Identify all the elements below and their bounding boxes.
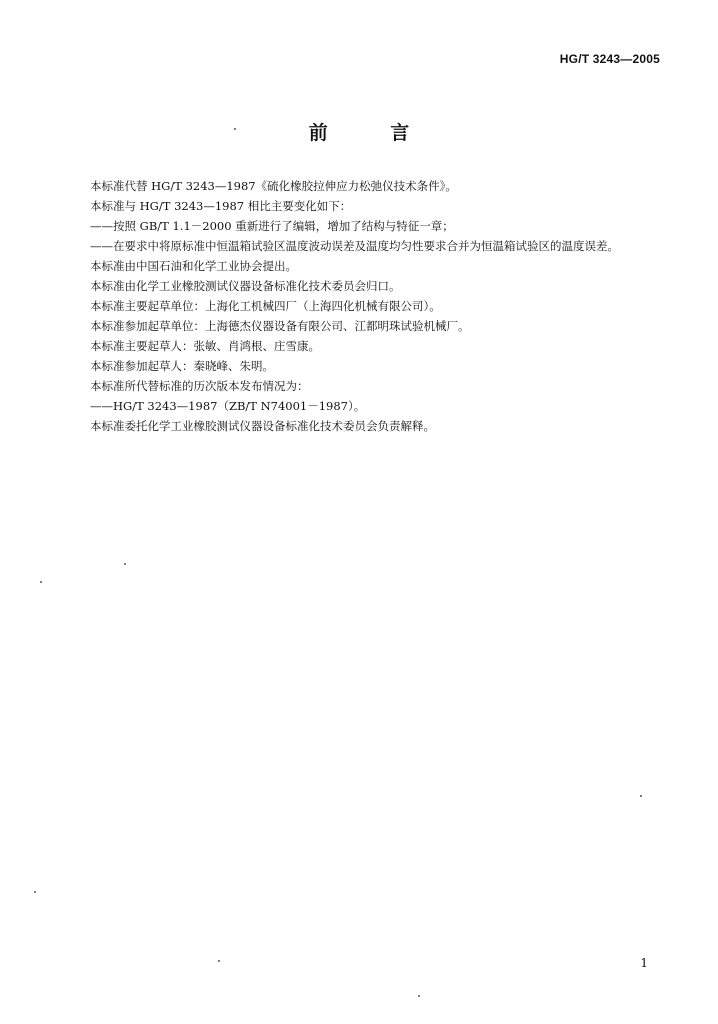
paragraph-participating-units: 本标准参加起草单位：上海德杰仪器设备有限公司、江都明珠试验机械厂。	[90, 319, 470, 333]
standard-number: HG/T 3243—2005	[559, 52, 660, 66]
scan-speck	[234, 128, 236, 130]
paragraph-main-drafting-unit: 本标准主要起草单位：上海化工机械四厂（上海四化机械有限公司）。	[90, 299, 441, 313]
paragraph-replaces-standard: 本标准代替 HG/T 3243—1987《硫化橡胶拉伸应力松弛仪技术条件》。	[90, 179, 457, 193]
scan-speck	[40, 581, 42, 583]
scan-speck	[34, 891, 36, 893]
scan-speck	[418, 995, 420, 997]
paragraph-previous-edition-item: ——HG/T 3243—1987（ZB/T N74001－1987）。	[90, 399, 366, 413]
paragraph-previous-editions-intro: 本标准所代替标准的历次版本发布情况为：	[90, 379, 309, 393]
scan-speck	[640, 795, 642, 797]
paragraph-main-drafters: 本标准主要起草人：张敏、肖鸿根、庄雪康。	[90, 339, 320, 353]
paragraph-participating-drafters: 本标准参加起草人：秦晓峰、朱明。	[90, 359, 274, 373]
foreword-body	[55, 176, 667, 436]
paragraph-proposed-by: 本标准由中国石油和化学工业协会提出。	[90, 259, 297, 273]
paragraph-interpretation: 本标准委托化学工业橡胶测试仪器设备标准化技术委员会负责解释。	[90, 419, 435, 433]
scan-speck	[218, 960, 220, 962]
paragraph-change-temperature: ——在要求中将原标准中恒温箱试验区温度波动误差及温度均匀性要求合并为恒温箱试验区的温度误差。	[90, 239, 619, 253]
paragraph-change-editing: ——按照 GB/T 1.1－2000 重新进行了编辑，增加了结构与特征一章；	[90, 219, 454, 233]
page-title: 前 言	[308, 122, 438, 144]
page-number: 1	[640, 956, 648, 970]
scan-speck	[124, 563, 126, 565]
paragraph-main-changes-intro: 本标准与 HG/T 3243—1987 相比主要变化如下：	[90, 199, 352, 213]
paragraph-under-jurisdiction: 本标准由化学工业橡胶测试仪器设备标准化技术委员会归口。	[90, 279, 401, 293]
